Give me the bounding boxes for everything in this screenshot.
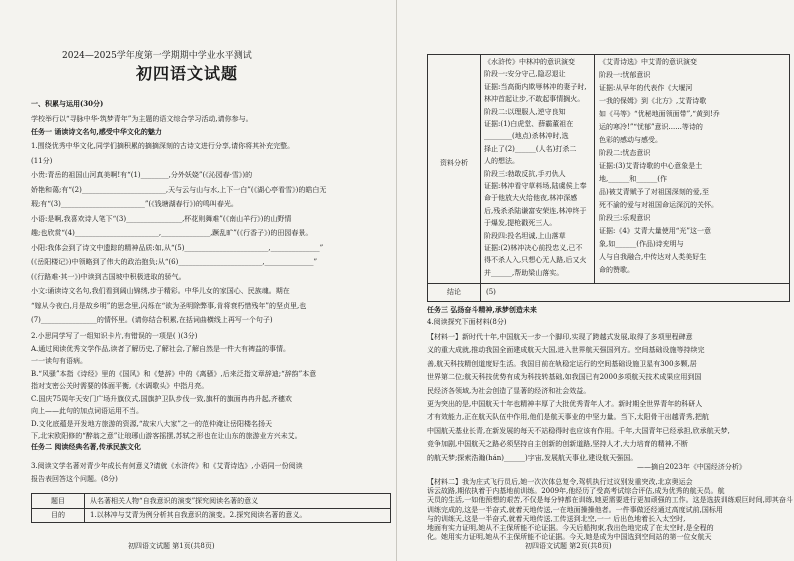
report-label-topic: 题目 [32, 494, 85, 509]
question-2-line: 向上——此句的加点词语运用不当。 [31, 407, 143, 415]
lin-chong-line: 证据:(2)林冲决心前投忠义,已不 [484, 244, 583, 252]
conclusion-label: 结论 [428, 283, 481, 301]
intro-text: 学校举行以“寻脉中华·筑梦青年”为主题的语文综合学习活动,请你参与。 [31, 115, 253, 123]
material-1-line: 善,航天科技精创道度好生活。我国目前在轨稳定运行的空间基础设施卫星有300多颗,居 [427, 359, 697, 368]
question-1-line: “嫁从今夜白,月是故乡明”的思念里,闪烁在“欲为圣明除弊事,肯将衰朽惜残年”的坚贞里,也 [31, 301, 307, 310]
material-1-line: 竞争加剧,中国航天之路必须坚持自主创新的创新道路,坚持人才,大力培育的精神,不断 [427, 440, 688, 449]
lin-chong-line: 得不杀人入,只想心无人路,后又火 [484, 256, 587, 265]
lin-chong-line: 阶段三:勃敢反抗,手刃仇人 [484, 169, 566, 178]
lin-chong-line: 证据:(1)白虎堂、薛霸董祖在 [484, 120, 574, 128]
report-table [31, 493, 391, 523]
section-heading: 一、积累与运用(30分) [31, 99, 104, 108]
lin-chong-line: 后,残杀杀陆谦富安荣连,林冲终于 [484, 206, 587, 215]
analysis-label: 资料分析 [440, 159, 468, 167]
material-1-line: 义的重大成就,推动我国全面建成航天大国,进入世界航天强国列方。空间基础设施等持续完 [427, 346, 705, 355]
question-1-line: 小语:是啊,我喜欢诗人笔下“(3)________________,杯花则舞难”(《南山羊行》)的山野情 [31, 214, 292, 223]
question-3-line: 3.阅读文学名著对青少年成长有何意义?请就《水浒传》和《艾青诗选》,小语同一份阅读 [31, 462, 303, 470]
ai-qing-line: 品)被艾青赋予了对祖国深刻的爱,至 [599, 188, 709, 196]
material-1-line: 更为突出的是,中国航天十年也精神丰厚了大批优秀青年人才。新时期全世界青年的科研人 [427, 400, 703, 408]
ai-qing-line: 一我的保姆》到《北方》,艾青诗歌 [599, 97, 707, 105]
material-1-line: 的航天梦;探索浩瀚(hán)______)宇宙,发展航天事业,建设航天强国。 [427, 453, 638, 462]
material-2-line: 与的训练天,这是一半奋式,就着天地传送,工传送到北空,一一 后出色地着长入太空时, [427, 514, 686, 523]
page-right [397, 0, 794, 561]
lin-chong-line: 证据:林冲看守草料场,陆虞侯上奉 [484, 182, 587, 190]
question-1-line: 小贵:青岳的祖国山河真美啊!有“(1)________,分外妖娆”(《沁园春·雪》)的 [31, 171, 253, 179]
question-1-line: 瑕;有“(3)________________________”(《钱塘湖春行》)的鸣叫春光。 [31, 200, 238, 208]
question-1-line: (《行路难·其一》)中读到古国坡中积极进取的骄气。 [31, 272, 186, 281]
question-3-line: 报告表回答这个问题。(8分) [31, 475, 118, 483]
ai-qing-line: 证据:《4》艾青大量使用“光”这一意 [599, 227, 711, 235]
lin-chong-line: 命于他放大火给他夜,林冲深感 [484, 194, 578, 203]
ai-qing-line: 证据:从早年的代表作《大堰河 [599, 84, 693, 92]
lin-chong-line: 证据:当高衙内欺辱林冲的妻子时, [484, 82, 587, 91]
report-topic-value: 从名著相关人物“自我意识的演变”探究阅读名著的意义 [90, 497, 259, 505]
ai-qing-line: 阶段一:忧郁意识 [599, 71, 651, 79]
report-label-purpose: 目的 [32, 508, 85, 522]
question-4-title: 4.阅读探究下面材料(8分) [427, 318, 507, 326]
question-1-line: 趣;也欣赏“(4)________________________,______________,蹶乱旷”(《行香子》)的田园春景。 [31, 229, 313, 237]
report-purpose-value: 1.以林冲与艾青为例分析其自我意识的演变。2.探究阅读名著的意义。 [90, 511, 307, 519]
question-1-line: (《岳阳楼记》)中领略到了伟大的政治抱负;从“(6)________________________,______________” [31, 258, 318, 266]
material-2-line: 训练完成的,这是一半奋式,就着天地传送,一在地面操操他者。一件事做还经通过高度试前,国标用 [427, 505, 723, 514]
lin-chong-line: 择止了(2)______(人名)打杀二 [484, 144, 577, 153]
question-2-line: 2.小思同学写了一组知识卡片,有错误的一项是( )(3分) [31, 332, 198, 340]
ai-qing-line: 《艾青诗选》中艾青的意识演变 [599, 58, 697, 66]
material-2-line: 诉云故路,期依执着于内基地前训练。2009年,他经历了受高考试综合评估,成为优秀的航天员。航 [427, 487, 725, 496]
subject-title: 初四语文试题 [136, 64, 239, 83]
question-2-line: 指对支密公关时需要的体面平衡,《水调歌头》中指月亮。 [31, 382, 209, 390]
ai-qing-line: 象,如______(作品)诗充明与 [599, 240, 684, 248]
task2-heading: 任务二 阅读经典名著,传承民族文化 [31, 442, 141, 451]
lin-chong-line: 《水浒传》中林冲的意识演变 [484, 58, 575, 66]
question-1-line: 1.围绕优秀中华文化,同学们摘积累的摘摘深刻的古诗文进行分享,请你将其补充完整。 [31, 142, 295, 150]
material-2-line: 地面有实力证明,她从不主保所能不论证据。今天后船拘束,我出色地完成了在太空时,是全程的 [427, 524, 714, 532]
ai-qing-line: 阶段二:忧态意识 [599, 149, 651, 157]
material-1-line: 世界第二位;航天科技优势有成为科技转基础,如我国已有2000多项航天技术成果应用到国 [427, 373, 702, 382]
lin-chong-line: 阶段二:以理服人,逆守良知 [484, 107, 566, 116]
lin-chong-line: ________(地点)杀林冲时,选 [484, 132, 569, 141]
material-2-line: 天员的生活,一如他预想的艰苦,不仅是每分钟都在训练,她更需要进行更加顽强的工作。这是选拔训练艰巨时间,即其奋斗 [427, 496, 793, 505]
lin-chong-line: 林冲首起让步,不敢起事情搁火。 [484, 95, 585, 104]
question-1-line: 小文:诵读诗文名句,我们看到阔山锦绣,步于精彩。中华儿女的家国心、民族魂。期在 [31, 287, 290, 295]
material-1-line: 中国航天基业长青,在新发展的每天不站稳得时也应该有作用。千年,大国青年已经承担,欣承航天梦, [427, 426, 730, 435]
material-1-line: 民经济各领域,为社会创造了显著的经济和社会效益。 [427, 386, 591, 395]
material-1-line: 【材料一】新时代十年,中国航天一步一个脚印,实现了跨越式发展,取得了多项里程碑意 [427, 333, 693, 341]
conclusion-value: (5) [486, 288, 496, 296]
material-1-line: 才有效能力,正在航天队伍中作用,他们是航天事业的中坚力量。当下,太阳骨干出越青秀,把航 [427, 413, 709, 422]
analysis-table [427, 54, 790, 302]
ai-qing-line: 人与自我融合,中传达对人类美好生 [599, 253, 707, 261]
question-1-line: 娇艳和蔼;有“(2)________________________,天与云与山与水,上下一白”(《湖心亭看雪》)的皓白无 [31, 185, 327, 194]
question-2-line: A.通过阅读优秀文学作品,读者了解历史,了解社会,了解自然是一件大有裨益的事情。 [31, 344, 290, 353]
lin-chong-line: 人的想法。 [484, 157, 519, 166]
material-2-line: 化。她用实力证明,她从不主保所能不论证据。今天,她是成为中国选到空间站的第一位女航天 [427, 533, 712, 542]
ai-qing-line: 如《马等》“优秘地面领面带”,“黄到!乔 [599, 110, 720, 118]
material-1-source: ——摘自2023年《中国经济分析》 [637, 463, 746, 471]
ai-qing-line: 死不渝的爱与对祖国命运深沉的关怀。 [599, 201, 718, 209]
material-2-line: 【材料二】我为庄式飞行员后,她一次次体总复令,驾机执行过议别发重突改,北京奥运会 [427, 478, 693, 486]
ai-qing-line: 地,______和______(作 [599, 175, 667, 183]
task3-heading: 任务三 弘扬奋斗精神,承梦创造未来 [427, 305, 537, 314]
question-2-line: 下,北宋欧阳修的“醉翁之意”让琅琊山游客摇摆,苏轼之形也在让山东的旅游业方兴未艾。 [31, 432, 302, 440]
lin-chong-line: 于爆发,提枪戳死三人。 [484, 219, 557, 228]
footer-page-1: 初四语文试题 第1页(共8页) [128, 542, 215, 550]
task1-heading: 任务一 诵读诗文名句,感受中华文化的魅力 [31, 127, 162, 136]
lin-chong-line: 阶段一:安分守己,隐忍退让 [484, 70, 566, 79]
question-1-line: (11分) [31, 156, 53, 165]
question-1-line: (7)________________的情怀里。(请你结合积累,在括词曲横线上再写一个句子) [31, 316, 273, 324]
ai-qing-line: 色彩的感动与感受。 [599, 136, 662, 144]
ai-qing-line: 证据:(3)艾青诗歌的中心意象是土 [599, 162, 703, 170]
question-2-line: C.国庆75周年天安门广场升旗仪式,国旗护卫队步伐一致,旗杆的旗面冉冉升起,齐穗欢 [31, 394, 292, 403]
question-2-line: 一一读句有语病。 [31, 357, 87, 365]
ai-qing-line: 命的赞歌。 [599, 266, 634, 274]
exam-title: 2024—2025学年度第一学期期中学业水平测试 [62, 51, 252, 61]
ai-qing-line: 运的寒冷!”“忧郁”意识......等诗的 [599, 123, 703, 131]
lin-chong-line: 阶段四:投名坦诚,上山落草 [484, 231, 566, 240]
ai-qing-line: 阶段三:乐观意识 [599, 214, 651, 222]
question-1-line: 小阳:我体会到了诗文中遗踪的精神品质:如,从“(5)________________________,______________” [31, 243, 324, 252]
question-2-line: D.文化底蕴是开发地方旅游的资源,“故宋八大家”之一的范仲淹让岳阳楼名扬天 [31, 419, 272, 428]
question-2-line: B.“风骚”本指《诗经》里的《国风》和《楚辞》中的《离骚》,后来泛指文章辞迪;“辞韵”本意 [31, 369, 317, 378]
footer-page-2: 初四语文试题 第2页(共8页) [525, 542, 612, 550]
lin-chong-line: 并______,帮助梁山落实。 [484, 268, 564, 277]
